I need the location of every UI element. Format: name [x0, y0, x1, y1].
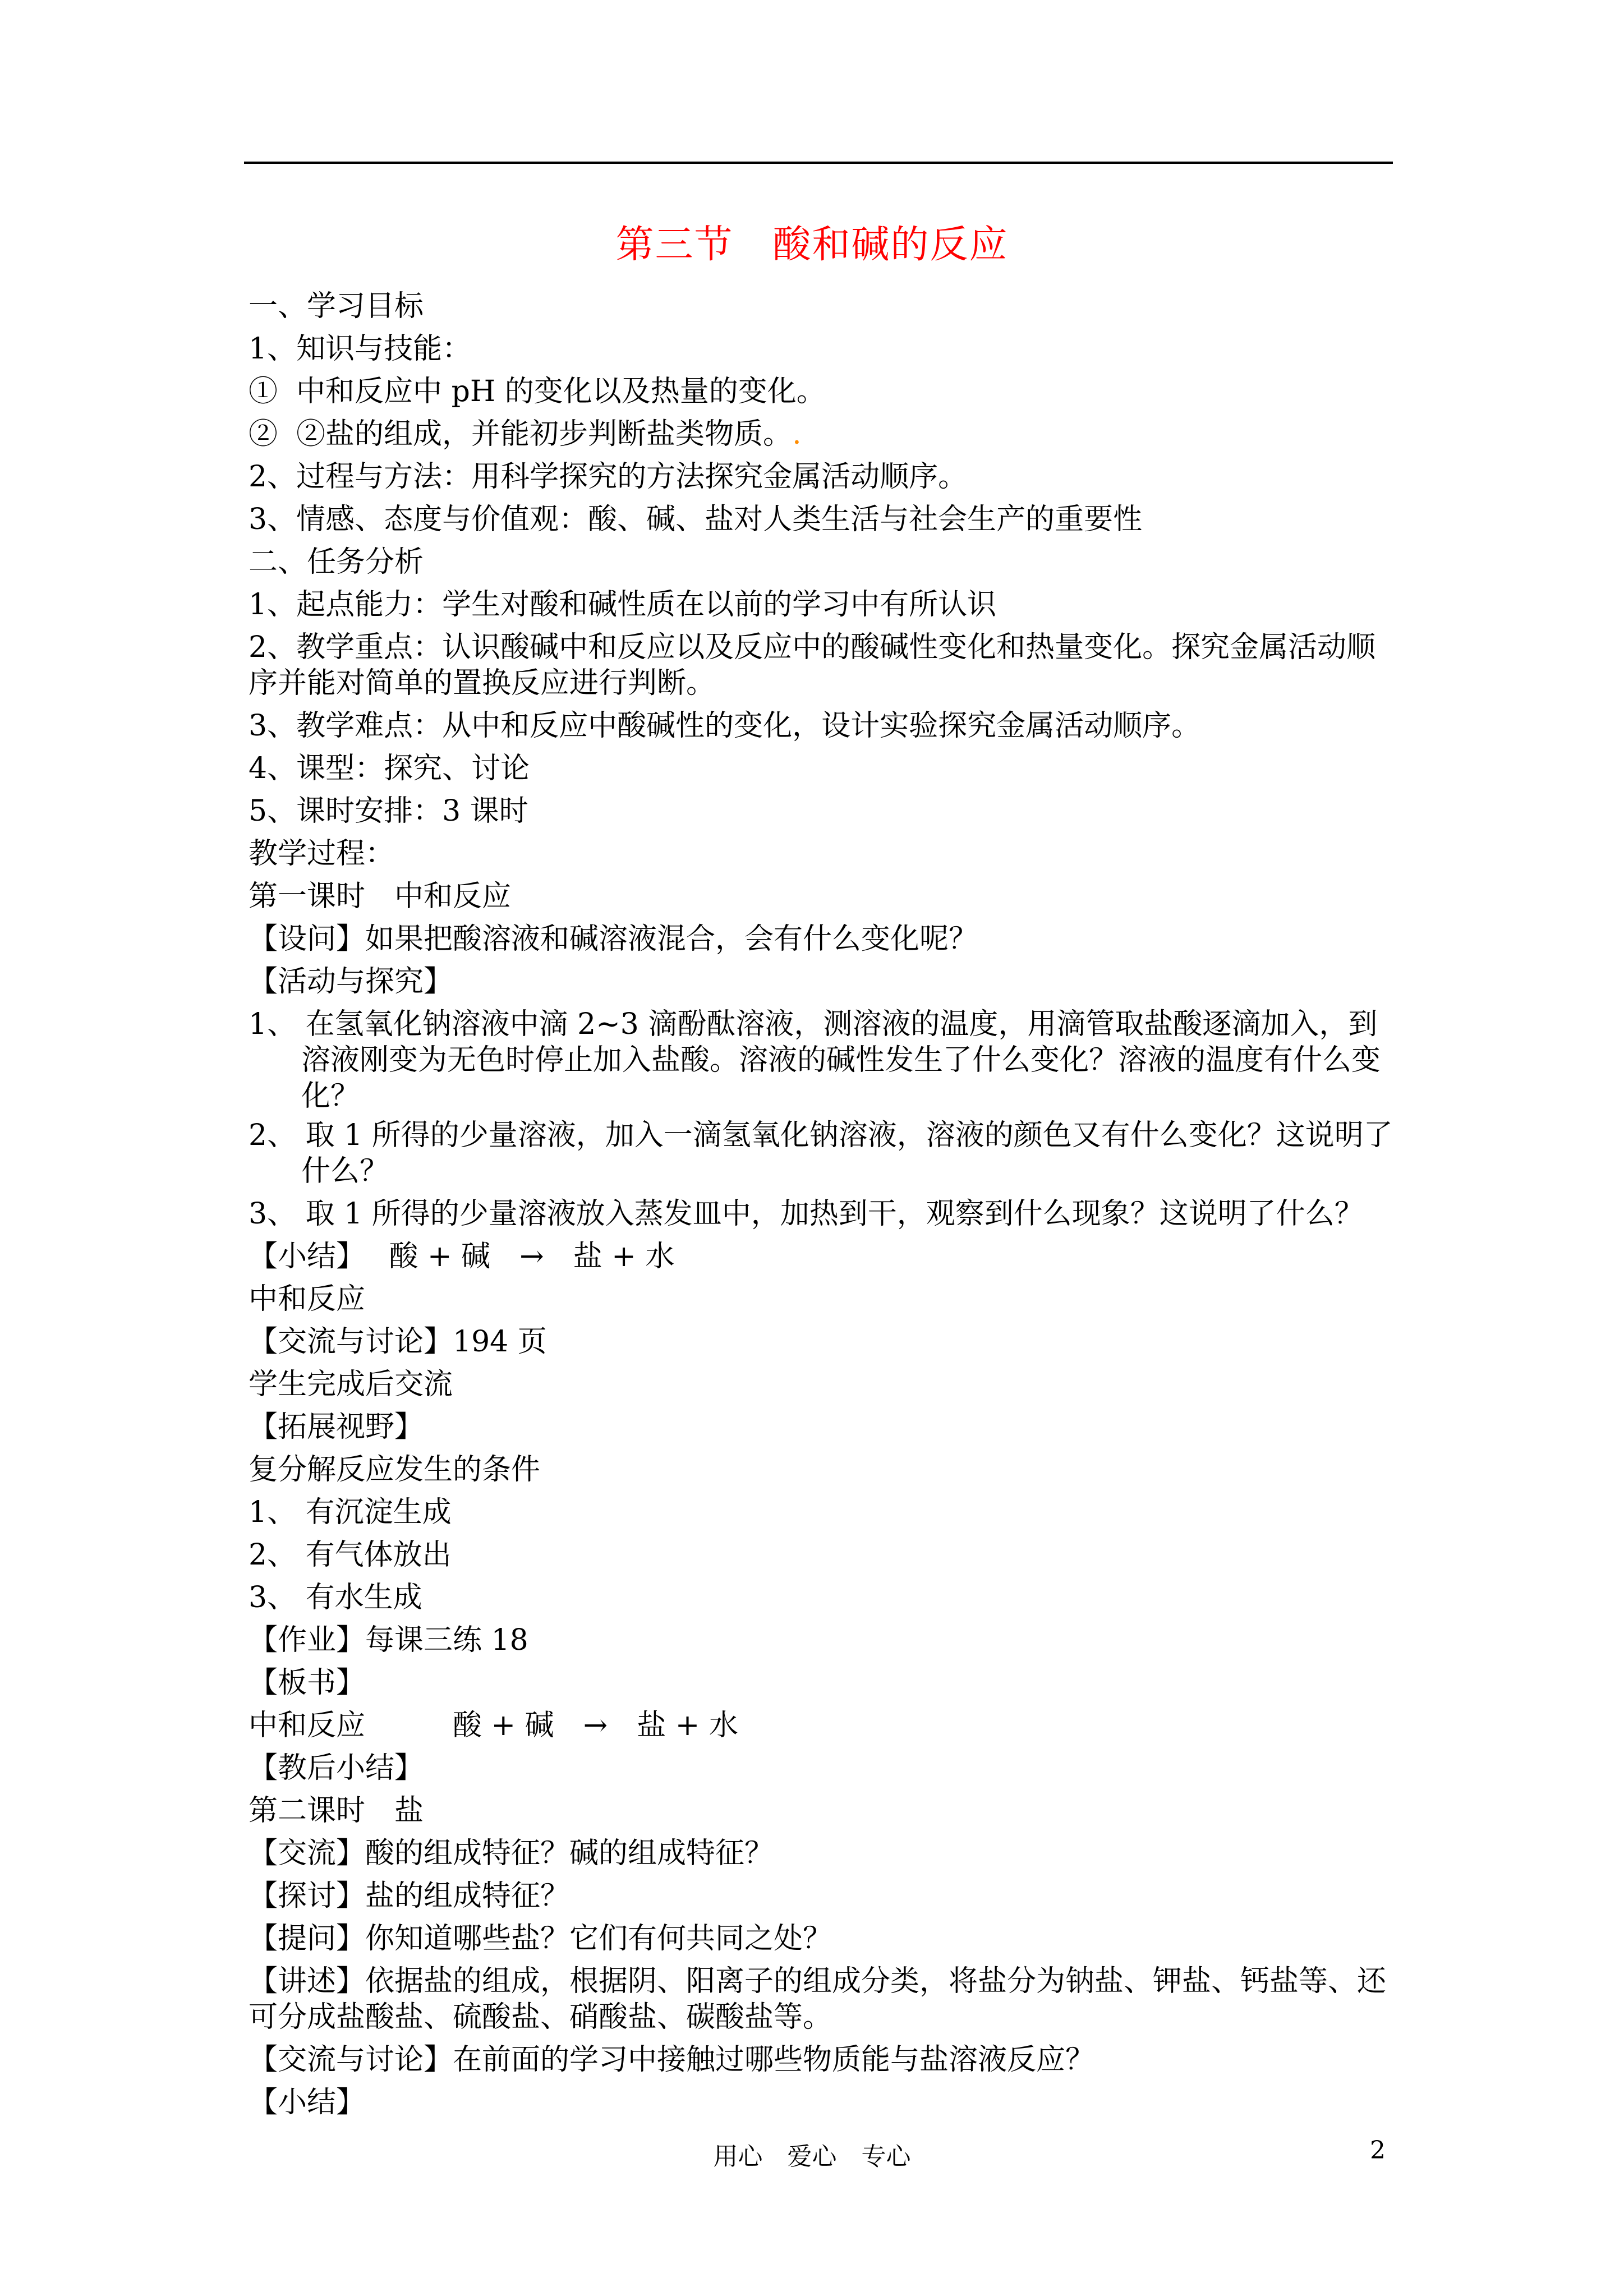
text-line: 【板书】: [249, 1666, 366, 1700]
text-line: 1、 有沉淀生成: [249, 1496, 452, 1529]
text-line: 【探讨】盐的组成特征？: [249, 1879, 570, 1913]
paragraph-explanation: 【讲述】依据盐的组成，根据阴、阳离子的组成分类，将盐分为钠盐、钾盐、钙盐等、还可分成盐酸盐、硫酸盐、硝酸盐、碳酸盐等。: [249, 1964, 1387, 2034]
text-line: 【交流与讨论】194 页: [249, 1325, 547, 1359]
text-line: 5、课时安排：3 课时: [249, 794, 528, 828]
text-line: 【小结】 酸 + 碱 → 盐 + 水: [249, 1240, 675, 1273]
activity-item-2: 2、 取 1 所得的少量溶液，加入一滴氢氧化钠溶液，溶液的颜色又有什么变化？这说明了什么？: [249, 1119, 1393, 1188]
text-line: 【作业】每课三练 18: [249, 1623, 528, 1657]
text-line: 复分解反应发生的条件: [249, 1453, 541, 1487]
paragraph-key-points: 2、教学重点：认识酸碱中和反应以及反应中的酸碱性变化和热量变化。探究金属活动顺序并能对简单的置换反应进行判断。: [249, 631, 1376, 700]
text-line: 1、起点能力：学生对酸和碱性质在以前的学习中有所认识: [249, 588, 997, 622]
text-line: 【交流与讨论】在前面的学习中接触过哪些物质能与盐溶液反应？: [249, 2043, 1095, 2077]
activity-item-3: 3、 取 1 所得的少量溶液放入蒸发皿中，加热到干，观察到什么现象？这说明了什么？: [249, 1197, 1364, 1231]
text-line: 【设问】如果把酸溶液和碱溶液混合，会有什么变化呢？: [249, 922, 978, 956]
orange-dot: .: [792, 417, 802, 451]
text-line-main: ② ②盐的组成，并能初步判断盐类物质。: [249, 417, 793, 451]
text-line: 4、课型：探究、讨论: [249, 752, 530, 785]
text-line: 【拓展视野】: [249, 1410, 424, 1444]
text-line: 3、情感、态度与价值观：酸、碱、盐对人类生活与社会生产的重要性: [249, 503, 1143, 536]
text-line: ① 中和反应中 pH 的变化以及热量的变化。: [249, 375, 826, 408]
activity-item-1: 1、 在氢氧化钠溶液中滴 2~3 滴酚酞溶液，测溶液的温度，用滴管取盐酸逐滴加入，到溶液刚变为无色时停止加入盐酸。溶液的碱性发生了什么变化？溶液的温度有什么变化？: [249, 1007, 1381, 1113]
text-line: 2、过程与方法：用科学探究的方法探究金属活动顺序。: [249, 460, 968, 494]
text-line: 【提问】你知道哪些盐？它们有何共同之处？: [249, 1922, 832, 1955]
text-line: 3、教学难点：从中和反应中酸碱性的变化，设计实验探究金属活动顺序。: [249, 709, 1201, 743]
text-line: 中和反应 酸 + 碱 → 盐 + 水: [249, 1709, 738, 1742]
page-title: 第三节 酸和碱的反应: [615, 223, 1009, 267]
header-rule: [244, 162, 1393, 164]
text-line: 一、学习目标: [249, 289, 424, 323]
text-line: 【活动与探究】: [249, 965, 453, 999]
page-number: 2: [1370, 2136, 1386, 2165]
text-line: 第二课时 盐: [249, 1794, 424, 1828]
text-line: [249, 413, 1393, 455]
text-line: 【教后小结】: [249, 1751, 424, 1785]
text-line: 【小结】: [249, 2086, 366, 2119]
text-line: 1、知识与技能：: [249, 332, 472, 366]
document-body: [249, 285, 1393, 2124]
text-line: 3、 有水生成: [249, 1581, 422, 1614]
page-footer: 用心 爱心 专心: [713, 2142, 911, 2171]
text-line: 【交流】酸的组成特征？碱的组成特征？: [249, 1837, 774, 1870]
text-line: 中和反应: [249, 1282, 366, 1316]
text-line: 学生完成后交流: [249, 1368, 453, 1401]
text-line: 2、 有气体放出: [249, 1538, 452, 1572]
text-line: 教学过程：: [249, 837, 395, 871]
section-heading: 二、任务分析: [249, 545, 424, 579]
text-line: 第一课时 中和反应: [249, 880, 512, 913]
